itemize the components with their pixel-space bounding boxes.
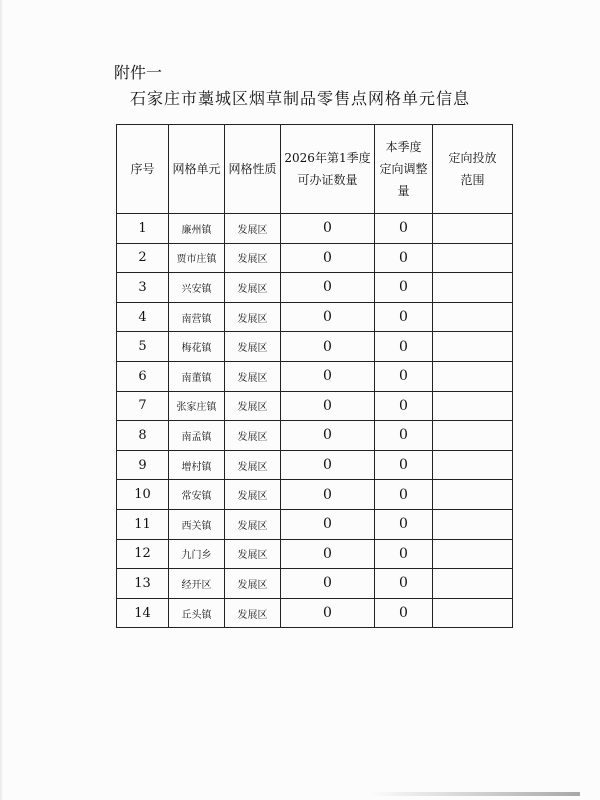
row-scope	[433, 539, 513, 569]
row-index: 8	[117, 421, 169, 451]
row-grid-type: 发展区	[225, 480, 281, 510]
row-grid-type: 发展区	[225, 569, 281, 599]
page-edge-shadow	[0, 0, 3, 800]
table-row	[117, 569, 513, 599]
row-quota: 0	[281, 302, 375, 332]
row-scope	[433, 391, 513, 421]
row-grid-type: 发展区	[225, 243, 281, 273]
row-grid-unit: 九门乡	[169, 539, 225, 569]
attachment-label: 附件一	[114, 63, 163, 82]
row-index: 6	[117, 361, 169, 391]
row-grid-unit: 廉州镇	[169, 214, 225, 244]
row-adjust: 0	[375, 480, 433, 510]
row-grid-type: 发展区	[225, 539, 281, 569]
row-quota: 0	[281, 569, 375, 599]
table-row	[117, 243, 513, 273]
row-grid-unit: 南孟镇	[169, 421, 225, 451]
row-index: 4	[117, 302, 169, 332]
table-row	[117, 273, 513, 303]
row-adjust: 0	[375, 569, 433, 599]
row-grid-unit: 常安镇	[169, 480, 225, 510]
table-header-row	[117, 125, 513, 214]
table-row	[117, 214, 513, 244]
row-scope	[433, 332, 513, 362]
row-quota: 0	[281, 361, 375, 391]
table-row	[117, 391, 513, 421]
row-grid-unit: 西关镇	[169, 509, 225, 539]
row-index: 13	[117, 569, 169, 599]
table-row	[117, 509, 513, 539]
row-adjust: 0	[375, 273, 433, 303]
row-adjust: 0	[375, 214, 433, 244]
row-grid-type: 发展区	[225, 598, 281, 628]
row-grid-type: 发展区	[225, 509, 281, 539]
row-grid-type: 发展区	[225, 361, 281, 391]
row-index: 7	[117, 391, 169, 421]
row-quota: 0	[281, 509, 375, 539]
table-row	[117, 450, 513, 480]
row-scope	[433, 569, 513, 599]
row-grid-unit: 贾市庄镇	[169, 243, 225, 273]
row-grid-type: 发展区	[225, 450, 281, 480]
row-grid-type: 发展区	[225, 332, 281, 362]
header-adjust	[375, 125, 433, 214]
row-adjust: 0	[375, 361, 433, 391]
row-quota: 0	[281, 450, 375, 480]
row-adjust: 0	[375, 302, 433, 332]
header-scope-line1: 定向投放	[448, 151, 497, 165]
row-adjust: 0	[375, 450, 433, 480]
row-adjust: 0	[375, 421, 433, 451]
grid-unit-table	[116, 124, 513, 628]
header-quota-line1: 2026年第1季度	[284, 151, 371, 165]
header-quota-line2: 可办证数量	[297, 173, 358, 187]
table-row	[117, 480, 513, 510]
header-scope-line2: 范围	[460, 173, 485, 187]
row-quota: 0	[281, 539, 375, 569]
row-grid-unit: 张家庄镇	[169, 391, 225, 421]
header-adjust-line1: 本季度	[385, 140, 422, 154]
row-grid-type: 发展区	[225, 302, 281, 332]
row-scope	[433, 243, 513, 273]
row-grid-type: 发展区	[225, 391, 281, 421]
table-row	[117, 332, 513, 362]
row-adjust: 0	[375, 332, 433, 362]
header-scope	[433, 125, 513, 214]
row-scope	[433, 302, 513, 332]
row-adjust: 0	[375, 243, 433, 273]
document-title: 石家庄市藁城区烟草制品零售点网格单元信息	[129, 89, 470, 108]
row-grid-unit: 经开区	[169, 569, 225, 599]
table-row	[117, 539, 513, 569]
row-adjust: 0	[375, 539, 433, 569]
row-quota: 0	[281, 332, 375, 362]
row-quota: 0	[281, 391, 375, 421]
row-scope	[433, 273, 513, 303]
row-index: 9	[117, 450, 169, 480]
row-quota: 0	[281, 598, 375, 628]
row-index: 14	[117, 598, 169, 628]
table-row	[117, 598, 513, 628]
row-grid-type: 发展区	[225, 273, 281, 303]
row-grid-unit: 丘头镇	[169, 598, 225, 628]
scan-edge-mark	[370, 792, 580, 796]
row-scope	[433, 361, 513, 391]
row-scope	[433, 480, 513, 510]
header-index: 序号	[117, 125, 169, 214]
row-scope	[433, 421, 513, 451]
row-index: 1	[117, 214, 169, 244]
row-adjust: 0	[375, 598, 433, 628]
header-grid-unit: 网格单元	[169, 125, 225, 214]
row-grid-unit: 梅花镇	[169, 332, 225, 362]
header-quota	[281, 125, 375, 214]
table-row	[117, 421, 513, 451]
row-adjust: 0	[375, 509, 433, 539]
header-adjust-line2: 定向调整	[379, 162, 428, 176]
row-index: 11	[117, 509, 169, 539]
row-grid-unit: 南营镇	[169, 302, 225, 332]
row-quota: 0	[281, 243, 375, 273]
row-grid-unit: 兴安镇	[169, 273, 225, 303]
row-index: 10	[117, 480, 169, 510]
row-index: 5	[117, 332, 169, 362]
row-grid-type: 发展区	[225, 214, 281, 244]
row-quota: 0	[281, 421, 375, 451]
row-grid-unit: 增村镇	[169, 450, 225, 480]
row-scope	[433, 509, 513, 539]
row-scope	[433, 450, 513, 480]
row-index: 3	[117, 273, 169, 303]
row-scope	[433, 598, 513, 628]
row-quota: 0	[281, 273, 375, 303]
table-row	[117, 302, 513, 332]
row-scope	[433, 214, 513, 244]
table-row	[117, 361, 513, 391]
row-grid-type: 发展区	[225, 421, 281, 451]
row-index: 2	[117, 243, 169, 273]
row-quota: 0	[281, 214, 375, 244]
header-adjust-line3: 量	[397, 184, 410, 198]
row-index: 12	[117, 539, 169, 569]
row-grid-unit: 南董镇	[169, 361, 225, 391]
header-grid-type: 网格性质	[225, 125, 281, 214]
row-adjust: 0	[375, 391, 433, 421]
row-quota: 0	[281, 480, 375, 510]
